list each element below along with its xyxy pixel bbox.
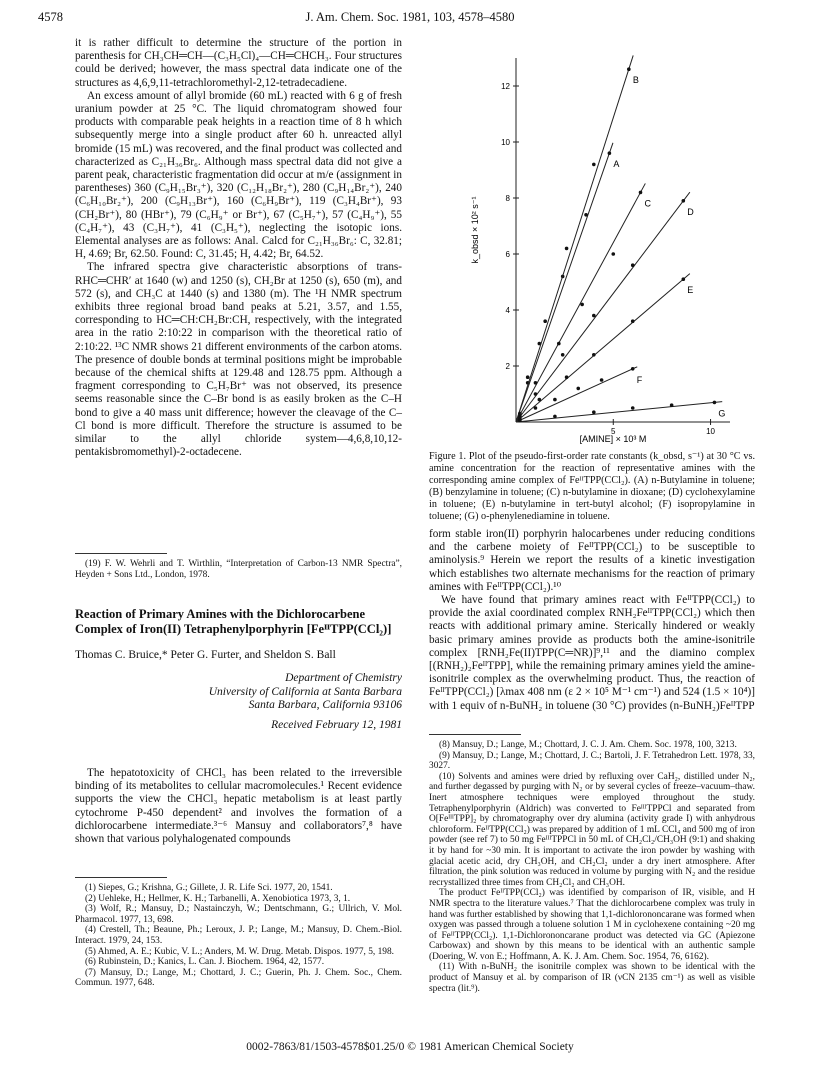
reference-item: (2) Uehleke, H.; Hellmer, K. H.; Tarbanelli, A. Xenobiotica 1973, 3, 1. xyxy=(85,893,351,904)
data-point-D xyxy=(561,353,565,357)
data-point-E xyxy=(565,375,569,379)
x-tick-label: 5 xyxy=(611,427,616,436)
series-label-G: G xyxy=(718,408,726,419)
data-point-E xyxy=(592,353,596,357)
article-authors: Thomas C. Bruice,* Peter G. Furter, and Sheldon S. Ball xyxy=(75,649,336,661)
footnote-rule xyxy=(429,734,521,735)
received-date: Received February 12, 1981 xyxy=(271,718,402,731)
data-point-F xyxy=(631,367,635,371)
data-point-G xyxy=(670,403,674,407)
reference-item: (3) Wolf, R.; Mansuy, D.; Nastainczyh, W.; Dentschmann, G.; Ullrich, V. Mol. Pharmacol. 1977, 13, 698. xyxy=(75,904,402,925)
series-label-E: E xyxy=(687,285,694,296)
data-point-F xyxy=(534,406,538,410)
x-axis-label: [AMINE] × 10³ M xyxy=(579,434,647,444)
data-point-E xyxy=(682,277,686,281)
body-paragraph: The hepatotoxicity of CHCl₃ has been related to the irreversible binding of its metabolites to cellular macromolecules.¹ Recent evidence supports the view the CHCl₃ hepatic metabolism is at least partly cytochrome P-450 dependent² and involves the formation of a dichlorocarbene intermediate.³⁻⁶ Mansuy and collaborators⁷,⁸ have shown that various polyhalogenated compounds xyxy=(75,767,402,846)
figure-1 xyxy=(468,50,738,448)
data-point-G xyxy=(553,415,557,419)
page-number: 4578 xyxy=(38,10,63,24)
data-point-G xyxy=(518,419,522,423)
reference-item: (6) Rubinstein, D.; Kanics, L. Can. J. Biochem. 1964, 42, 1577. xyxy=(85,957,325,968)
series-label-A: A xyxy=(613,159,620,170)
right-column xyxy=(429,528,755,713)
x-tick-label: 10 xyxy=(706,427,715,436)
footnote-rule xyxy=(75,553,167,554)
y-tick-label: 10 xyxy=(501,138,510,147)
reference-item: (7) Mansuy, D.; Lange, M.; Chottard, J. C.; Guerin, Ph. J. Chem. Soc., Chem. Commun. 1977, 648. xyxy=(75,967,402,989)
data-point-C xyxy=(611,252,615,256)
data-point-A xyxy=(608,151,612,155)
data-point-G xyxy=(713,401,717,405)
reference-item: (10) Solvents and amines were dried by refluxing over CaH₂, distilled under N₂, and further degassed by purging with N₂ or by several cycles of freeze–vacuum–thaw. Inert atmosphere techniques were employed throughout the study. Tetraphenylporphyrin (Aldrich) was converted to FeᴵᴵᴵTPPCl and separated from O[FeᴵᴵᴵTPP]₂ by chromatography over dry alumina (activity grade I) with anhydrous chloroform. FeᴵᴵTPP(CCl₂) was prepared by addition of 1 mL CCl₄ and 500 mg of iron powder (see ref 7) to 50 mg FeᴵᴵᴵTPPCl in 50 mL of CH₂Cl₂/CH₃OH (9:1) and shaking it by hand for ~30 min. It is important to activate the iron powder by washing with glacial acetic acid, dry CH₃OH, and CH₂Cl₂ under a dry inert atmosphere. After filtration, the pink solution was reduced in volume by purging with N₂ and the residue recrystallized three times from CH₂Cl₂ and CH₃OH. xyxy=(429,771,755,888)
data-point-B xyxy=(543,319,547,323)
affiliation-line: University of California at Santa Barbara xyxy=(208,685,402,698)
data-point-B xyxy=(526,375,530,379)
series-label-D: D xyxy=(687,206,694,217)
reference-item: The product FeᴵᴵTPP(CCl₂) was identified by comparison of IR, visible, and H NMR spectra to the literature values.⁷ That the dichlorocarbene complex was truly in hand was further established by showing that 1,1-dichlorononcarane was formed when oxygen was passed through a toluene solution 1 M in cyclohexene containing ~20 mg of FeᴵᴵTPP(CCl₂). 1,1-Dichlorononcarane product was detected via GC (Apiezone Carbowax) and shown by this means to be identical with an authentic sample (Doering, W. von E.; Hoffmann, A. K. J. Am. Chem. Soc. 1954, 76, 6162). xyxy=(429,888,755,962)
data-point-F xyxy=(600,378,604,382)
article-heading xyxy=(75,607,402,732)
affiliation-line: Santa Barbara, California 93106 xyxy=(248,699,402,712)
running-header xyxy=(0,10,820,28)
footnote-19 xyxy=(75,559,402,580)
footnote-rule xyxy=(75,877,167,878)
data-point-D xyxy=(534,392,538,396)
series-line-D xyxy=(516,192,690,422)
page-footer: 0002-7863/81/1503-4578$01.25/0 © 1981 American Chemical Society xyxy=(246,1041,574,1053)
series-line-G xyxy=(516,402,722,422)
data-point-D xyxy=(631,263,635,267)
references-left xyxy=(75,883,402,989)
reference-item: (4) Crestell, Th.; Beaune, Ph.; Leroux, J. P.; Lange, M.; Mansuy, D. Chem.-Biol. Interact. 1979, 24, 153. xyxy=(75,925,402,946)
body-paragraph: it is rather difficult to determine the structure of the portion in parenthesis for CH₃CH═CH—(C₃H₅Cl)₄—CH═CHCH₃. Four structures could be derived; however, the mass spectral data indicate one of the structures as 4,6,9,11-tetrachloromethyl-2,12-tetradecadiene. xyxy=(75,37,402,89)
body-paragraph: form stable iron(II) porphyrin halocarbenes under reducing conditions and the carbene moiety of FeᴵᴵTPP(CCl₂) to be susceptible to aminolysis.⁹ Herein we report the results of a kinetic investigation which establishes two alternate mechanisms for the reaction of primary amines with FeᴵᴵTPP(CCl₂).¹⁰ xyxy=(429,528,755,593)
data-point-F xyxy=(576,387,580,391)
y-tick-label: 2 xyxy=(505,362,510,371)
data-point-D xyxy=(682,199,686,203)
reference-item: (5) Ahmed, A. E.; Kubic, V. L.; Anders, M. W. Drug. Metab. Dispos. 1977, 5, 198. xyxy=(85,946,395,957)
intro-paragraph-block xyxy=(75,767,402,846)
body-paragraph: An excess amount of allyl bromide (60 mL) reacted with 6 g of fresh uranium powder at 25 °C. The liquid chromatogram showed four products with comparable peak heights in a reaction time of 8 h which subsequently merge into a single product after 60 h. unreacted allyl bromide (15 mL) was recovered, and the final product was collected and characterized as C₂₁H₃₆Br₆. Although mass spectral data did not give a parent peak, characteristic fragmentation did occur at m/e (assignment in parentheses) 360 (C₉H₁₅Br₃⁺), 320 (C₁₂H₁₈Br₂⁺), 280 (C₉H₁₄Br₂⁺), 240 (C₆H₁₀Br₂⁺), 200 (C₉H₁₃Br⁺), 160 (C₆H₉Br⁺), 119 (C₃H₄Br⁺), 93 (CH₂Br⁺), 80 (HBr⁺), 79 (C₆H₉⁺ or Br⁺), 67 (C₅H₇⁺), 57 (C₄H₉⁺), 55 (C₄H₇⁺), 43 (C₃H₇⁺), 41 (C₃H₅⁺), neglecting the isotopic ions. Elemental analyses are as follows: Anal. Calcd for C₂₁H₃₆Br₆: C, 32.81; H, 4.69; Br, 62.50. Found: C, 31.45; H, 4.42; Br, 64.52. xyxy=(75,89,402,261)
reference-item: (11) With n-BuNH₂ the isonitrile complex was shown to be identical with the product of Mansuy et al. by comparison of IR (νCN 2135 cm⁻¹) as well as visible spectra (lit.⁹). xyxy=(429,962,755,994)
figure-caption: Figure 1. Plot of the pseudo-first-order rate constants (k_obsd, s⁻¹) at 30 °C vs. amine concentration for the reaction of representative amines with the corresponding amine complex of FeᴵᴵTPP(CCl₂). (A) n-Butylamine in toluene; (B) benzylamine in toluene; (C) n-butylamine in dioxane; (D) cyclohexylamine in toluene; (E) n-butylamine in tert-butyl alcohol; (F) isopropylamine in toluene; (G) o-phenylenediamine in toluene. xyxy=(429,451,755,522)
left-column xyxy=(75,37,402,460)
footnote-text: (19) F. W. Wehrli and T. Wirthlin, “Interpretation of Carbon-13 NMR Spectra”, Heyden + Sons Ltd., London, 1978. xyxy=(75,559,402,580)
body-paragraph: The infrared spectra give characteristic absorptions of trans-RHC═CHR′ at 1640 (w) and 1250 (s), CH₂Br at 1250 (s), 650 (m), and 572 (s), and CH₃C at 1440 (s) and 1380 (m). The ¹H NMR spectrum exhibits three regional broad band peaks at 5.21, 3.57, and 1.55, corresponding to HC═CH:CH₂Br:CH, respectively, with the integrated area in the ratio 2:10:22 in comparison with the theoretical ratio of 2:10:22. ¹³C NMR shows 21 different environments of the carbon atoms. The presence of double bonds at terminal positions might be improbable because of the chemical shifts at 129.48 and 128.75 ppm. Although a fragment corresponding to C₅H₇Br⁺ was not observed, its presence seems reasonable since the C–Br bond is as easily broken as the C–H bond to give a 40 mass unit difference; however the cleavage of the C–Cl bond is more difficult. Therefore the structure is assumed to be similar to the allyl chloride system—4,6,8,10,12-pentakisbromomethyl)-2-octadecene. xyxy=(75,261,402,459)
body-paragraph: We have found that primary amines react with FeᴵᴵTPP(CCl₂) to provide the axial coordinated complex RNH₂FeᴵᴵTPP(CCl₂) which then reacts with additional primary amine. Sterically hindered or weakly basic primary amines provide as products both the amine-isonitrile complex [RNH₂Fe(II)TPP(C═NR)]⁹,¹¹ and the diamino complex [(RNH₂)₂FeᴵᴵTPP], while the remaining primary amines yield the amine-isonitrile complex as the overwhelming product. Thus, the reaction of FeᴵᴵTPP(CCl₂) [λmax 408 nm (ε 2 × 10⁵ M⁻¹ cm⁻¹) and 524 (1.5 × 10⁴)] with 1 equiv of n-BuNH₂ in toluene (30 °C) provides (n-BuNH₂)FeᴵᴵTPP xyxy=(429,594,755,712)
y-tick-label: 4 xyxy=(505,306,510,315)
data-point-B xyxy=(565,247,569,251)
series-label-C: C xyxy=(644,198,652,209)
article-title: Reaction of Primary Amines with the Dichlorocarbene Complex of Iron(II) Tetraphenylporphyrin [FeᴵᴵTPP(CCl₂)] xyxy=(75,607,392,636)
data-point-B xyxy=(592,163,596,167)
data-point-C xyxy=(557,342,561,346)
y-tick-label: 6 xyxy=(505,250,510,259)
reference-item: (9) Mansuy, D.; Lange, M.; Chottard, J. C.; Bartoli, J. F. Tetrahedron Lett. 1978, 33, 3027. xyxy=(429,750,755,772)
data-point-B xyxy=(627,67,631,71)
data-point-D xyxy=(592,314,596,318)
affiliation xyxy=(75,672,402,713)
reference-item: (1) Siepes, G.; Krishna, G.; Gillete, J. R. Life Sci. 1977, 20, 1541. xyxy=(85,883,333,893)
journal-citation: J. Am. Chem. Soc. 1981, 103, 4578–4580 xyxy=(305,10,515,24)
y-tick-label: 8 xyxy=(505,194,510,203)
y-axis-label: k_obsd × 10² s⁻¹ xyxy=(470,196,480,264)
reference-item: (8) Mansuy, D.; Lange, M.; Chottard, J. C. J. Am. Chem. Soc. 1978, 100, 3213. xyxy=(439,740,737,750)
data-point-E xyxy=(631,319,635,323)
data-point-F xyxy=(553,398,557,402)
data-point-C xyxy=(534,381,538,385)
data-point-G xyxy=(631,406,635,410)
rate-constant-plot xyxy=(468,50,738,448)
data-point-C xyxy=(639,191,643,195)
series-label-F: F xyxy=(636,374,643,385)
data-point-A xyxy=(584,213,588,217)
data-point-G xyxy=(592,410,596,414)
series-label-B: B xyxy=(632,75,639,86)
y-tick-label: 12 xyxy=(501,82,510,91)
affiliation-line: Department of Chemistry xyxy=(285,672,402,685)
data-point-E xyxy=(538,398,542,402)
data-point-C xyxy=(580,303,584,307)
references-right xyxy=(429,740,755,994)
